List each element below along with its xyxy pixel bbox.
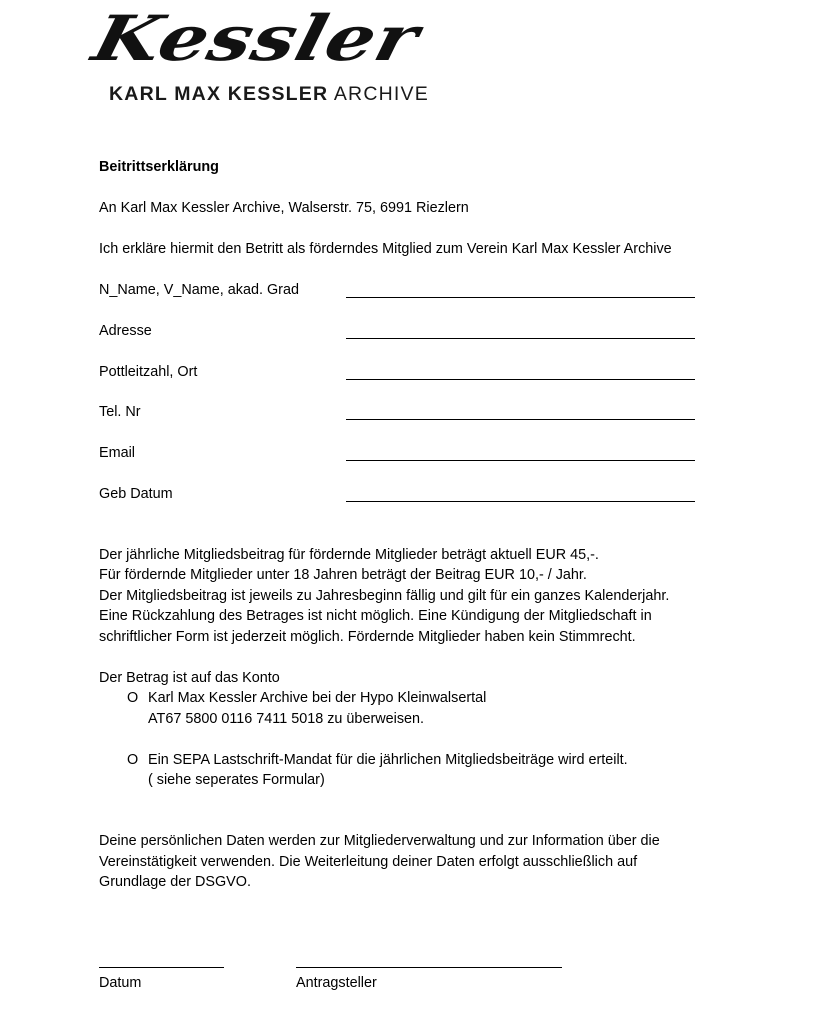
field-label-birthdate: Geb Datum (99, 486, 173, 502)
fee-line-4: Eine Rückzahlung des Betrages ist nicht möglich. Eine Kündigung der Mitgliedschaft in (99, 608, 652, 624)
fee-line-1: Der jährliche Mitgliedsbeitrag für fördernde Mitglieder beträgt aktuell EUR 45,-. (99, 547, 599, 563)
fee-line-5: schriftlicher Form ist jederzeit möglich. Fördernde Mitglieder haben kein Stimmrecht. (99, 629, 636, 645)
field-line-phone[interactable] (346, 419, 695, 420)
field-line-email[interactable] (346, 460, 695, 461)
privacy-line-3: Grundlage der DSGVO. (99, 874, 251, 890)
privacy-line-1: Deine persönlichen Daten werden zur Mitgliederverwaltung und zur Information über die (99, 833, 660, 849)
payment-option-sepa-line-2: ( siehe seperates Formular) (148, 772, 325, 788)
field-line-postcode[interactable] (346, 379, 695, 380)
field-line-name[interactable] (346, 297, 695, 298)
logo-subtitle (109, 82, 429, 106)
date-signature-label: Datum (99, 975, 142, 991)
form-heading: Beitrittserklärung (99, 159, 219, 175)
field-label-postcode: Pottleitzahl, Ort (99, 364, 198, 380)
fee-line-2: Für fördernde Mitglieder unter 18 Jahren beträgt der Beitrag EUR 10,- / Jahr. (99, 567, 587, 583)
field-label-address: Adresse (99, 323, 152, 339)
field-label-email: Email (99, 445, 135, 461)
fee-line-3: Der Mitgliedsbeitrag ist jeweils zu Jahresbeginn fällig und gilt für ein ganzes Kalenderjahr. (99, 588, 670, 604)
recipient-address: An Karl Max Kessler Archive, Walserstr. 75, 6991 Riezlern (99, 200, 469, 216)
payment-intro: Der Betrag ist auf das Konto (99, 670, 280, 686)
privacy-line-2: Vereinstätigkeit verwenden. Die Weiterleitung deiner Daten erfolgt ausschließlich auf (99, 854, 638, 870)
payment-option-transfer-line-2: AT67 5800 0116 7411 5018 zu überweisen. (148, 711, 425, 727)
logo-subtitle-bold: KARL MAX KESSLER (109, 83, 329, 105)
field-line-address[interactable] (346, 338, 695, 339)
membership-declaration: Ich erkläre hiermit den Betritt als förderndes Mitglied zum Verein Karl Max Kessler Archive (99, 241, 672, 257)
applicant-signature-label: Antragsteller (296, 975, 377, 991)
date-signature-line[interactable] (99, 967, 224, 968)
payment-option-sepa-marker[interactable]: O (127, 752, 139, 768)
logo-script: Kessler (85, 2, 427, 75)
field-label-phone: Tel. Nr (99, 404, 141, 420)
field-label-name: N_Name, V_Name, akad. Grad (99, 282, 299, 298)
field-line-birthdate[interactable] (346, 501, 695, 502)
applicant-signature-line[interactable] (296, 967, 562, 968)
logo-subtitle-light: ARCHIVE (333, 83, 429, 105)
payment-option-sepa-line-1: Ein SEPA Lastschrift-Mandat für die jährlichen Mitgliedsbeiträge wird erteilt. (148, 752, 628, 768)
payment-option-transfer-marker[interactable]: O (127, 690, 139, 706)
payment-option-transfer-line-1: Karl Max Kessler Archive bei der Hypo Kleinwalsertal (148, 690, 487, 706)
